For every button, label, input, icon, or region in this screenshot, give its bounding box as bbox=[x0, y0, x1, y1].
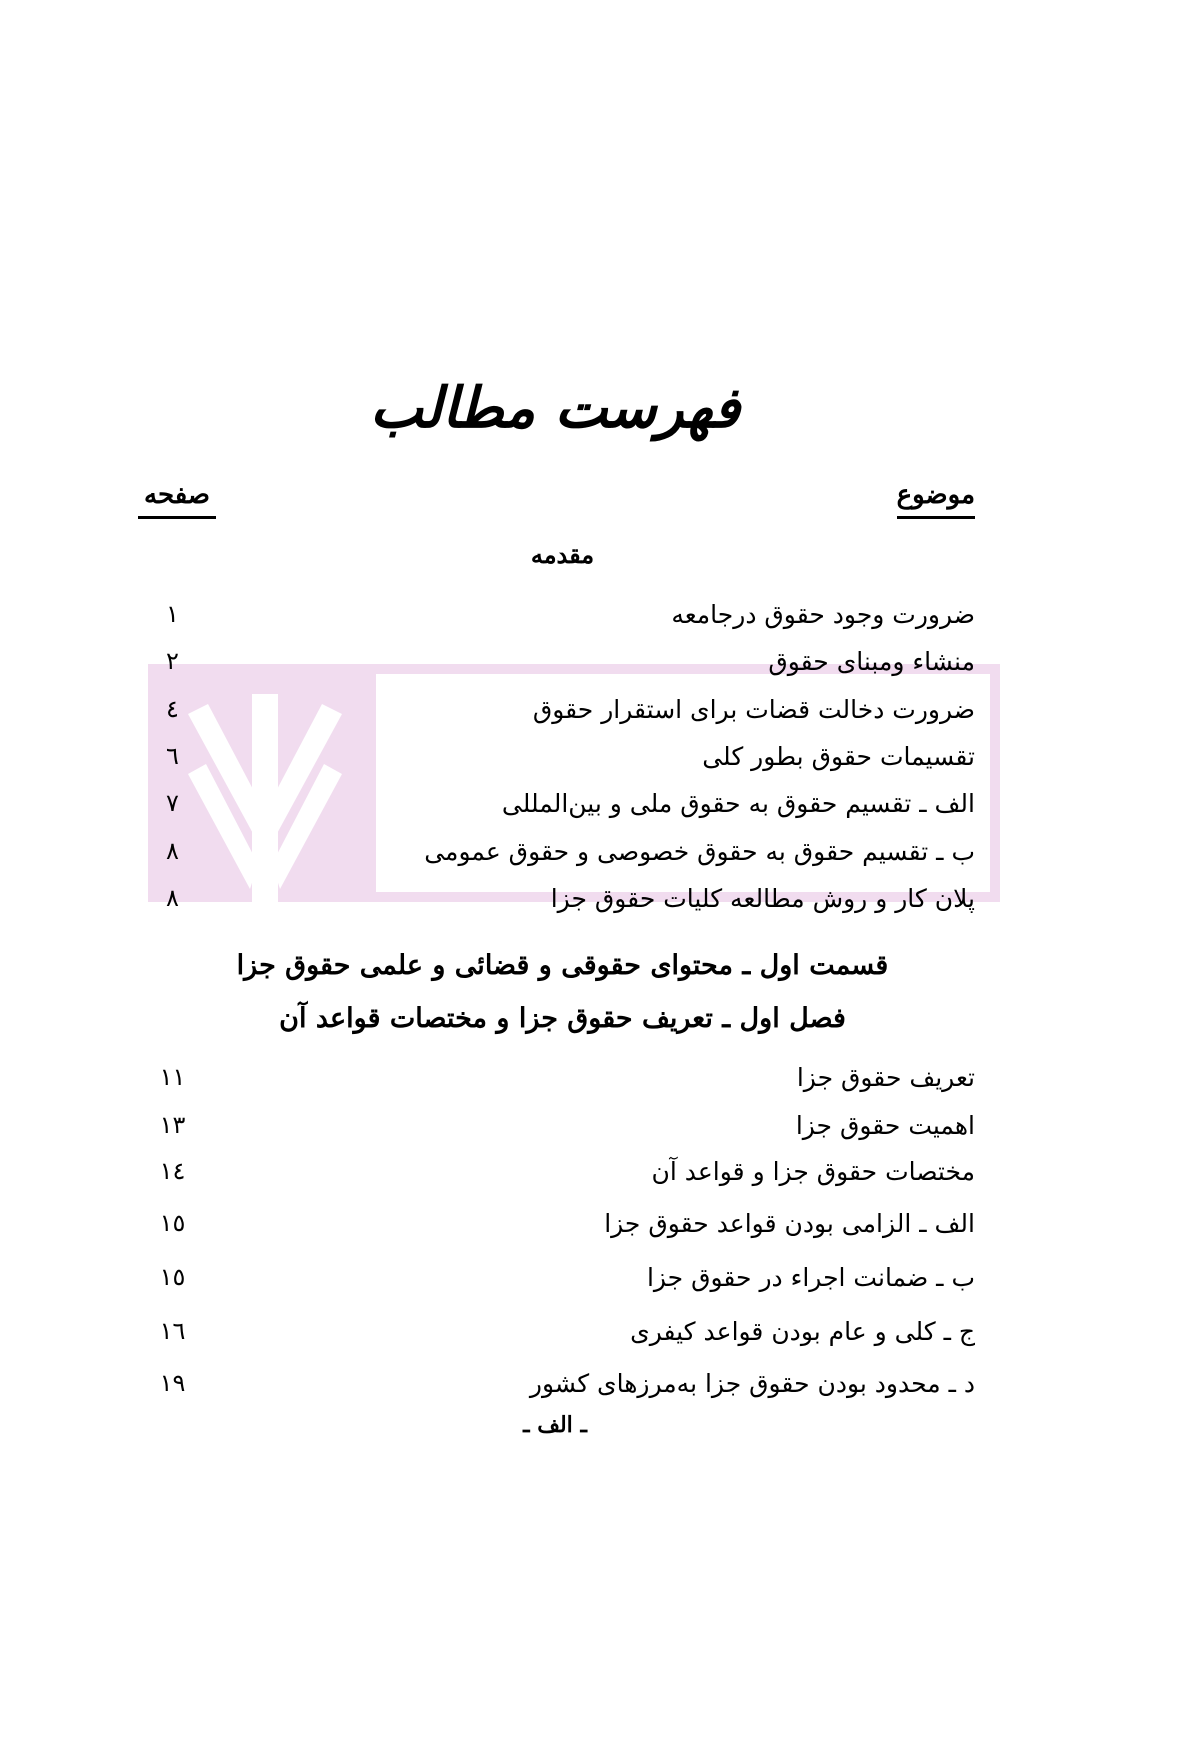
toc-entry-page: ١٥ bbox=[159, 1263, 186, 1291]
toc-entry-page: ١ bbox=[166, 600, 179, 628]
toc-entry-title: الف ـ الزامی بودن قواعد حقوق جزا bbox=[604, 1209, 975, 1238]
page-header: صفحه bbox=[138, 480, 216, 519]
toc-entry-page: ١٥ bbox=[159, 1209, 186, 1237]
toc-entry-title: مختصات حقوق جزا و قواعد آن bbox=[651, 1157, 975, 1186]
toc-entry-page: ٤ bbox=[166, 695, 179, 723]
toc-entry-page: ١١ bbox=[159, 1063, 186, 1091]
toc-entry-page: ٦ bbox=[166, 742, 179, 770]
toc-entry bbox=[150, 837, 975, 877]
toc-entry-title: ج ـ کلی و عام بودن قواعد کیفری bbox=[630, 1317, 975, 1346]
toc-entry-title: ب ـ ضمانت اجراء در حقوق جزا bbox=[646, 1263, 975, 1292]
toc-entry-page: ٨ bbox=[166, 837, 179, 865]
toc-entry-title: منشاء ومبنای حقوق bbox=[768, 647, 975, 676]
toc-entry-title: ضرورت وجود حقوق درجامعه bbox=[671, 600, 975, 629]
toc-entry-page: ١٦ bbox=[159, 1317, 186, 1345]
toc-entry bbox=[150, 695, 975, 735]
toc-entry-title: اهمیت حقوق جزا bbox=[795, 1111, 975, 1140]
toc-entry-page: ٧ bbox=[166, 789, 179, 817]
toc-entry-title: الف ـ تقسیم حقوق به حقوق ملی و بین‌المللی bbox=[501, 789, 975, 818]
toc-entry bbox=[150, 1263, 975, 1303]
toc-entry bbox=[150, 1111, 975, 1151]
toc-entry-page: ١٩ bbox=[159, 1369, 186, 1397]
section-part1: قسمت اول ـ محتوای حقوقی و قضائی و علمی حقوق جزا bbox=[236, 950, 889, 981]
toc-entry-page: ١٣ bbox=[159, 1111, 186, 1139]
toc-entry-page: ٢ bbox=[166, 647, 179, 675]
toc-entry bbox=[150, 1369, 975, 1409]
toc-entry bbox=[150, 647, 975, 687]
toc-entry-title: ضرورت دخالت قضات برای استقرار حقوق bbox=[532, 695, 975, 724]
section-chapter1: فصل اول ـ تعریف حقوق جزا و مختصات قواعد آن bbox=[279, 1003, 846, 1034]
toc-entry bbox=[150, 789, 975, 829]
toc-entry bbox=[150, 742, 975, 782]
page-footer: ـ الف ـ bbox=[523, 1412, 587, 1438]
toc-entry-title: د ـ محدود بودن حقوق جزا به‌مرزهای کشور bbox=[529, 1369, 975, 1398]
toc-entry-title: تعریف حقوق جزا bbox=[796, 1063, 975, 1092]
toc-entry bbox=[150, 1063, 975, 1103]
toc-entry bbox=[150, 1157, 975, 1197]
toc-entry bbox=[150, 1317, 975, 1357]
toc-entry-title: ب ـ تقسیم حقوق به حقوق خصوصی و حقوق عمومی bbox=[424, 837, 975, 866]
toc-entry bbox=[150, 600, 975, 640]
page-title: فهرست مطالب bbox=[370, 375, 740, 441]
toc-entry bbox=[150, 884, 975, 924]
toc-entry-page: ٨ bbox=[166, 884, 179, 912]
section-intro: مقدمه bbox=[530, 540, 595, 569]
toc-entry-page: ١٤ bbox=[159, 1157, 186, 1185]
toc-entry bbox=[150, 1209, 975, 1249]
topic-header: موضوع bbox=[897, 480, 975, 519]
toc-entry-title: پلان کار و روش مطالعه کلیات حقوق جزا bbox=[550, 884, 975, 913]
toc-entry-title: تقسیمات حقوق بطور کلی bbox=[702, 742, 975, 771]
